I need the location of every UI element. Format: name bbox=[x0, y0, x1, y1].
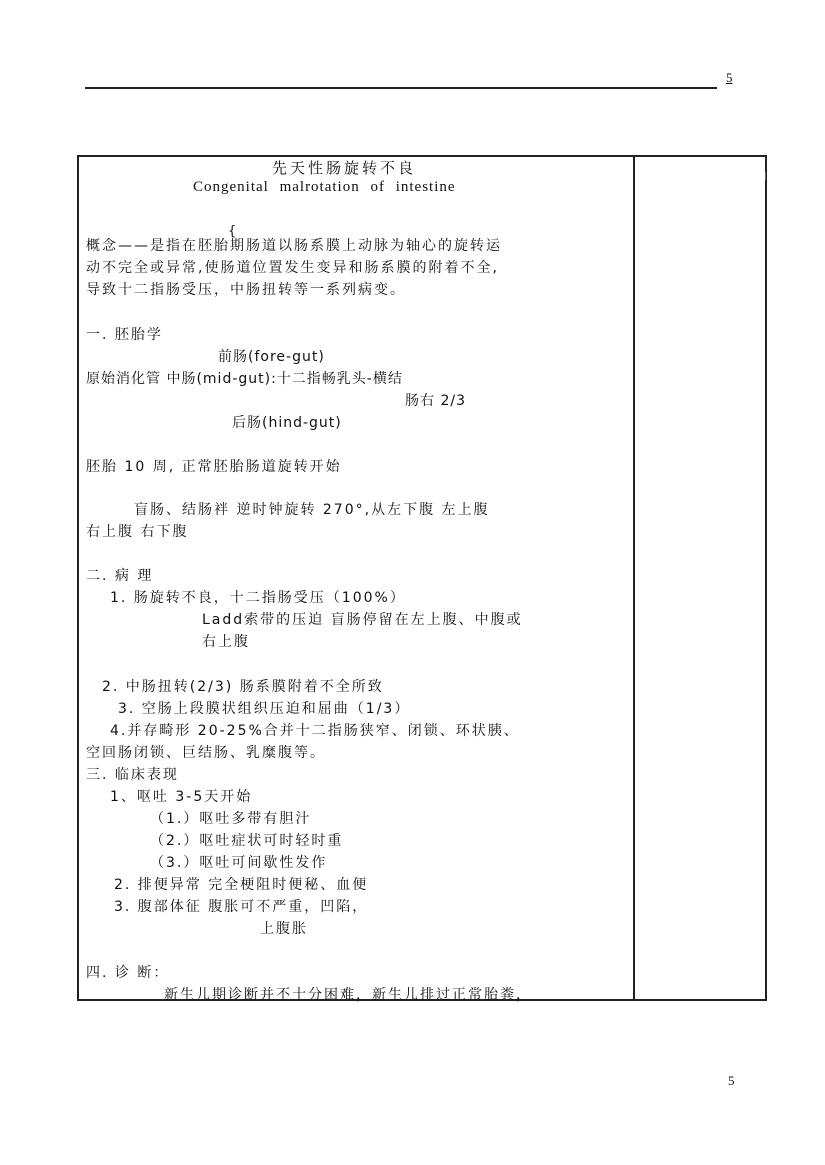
pathology-item-4: 4.并存畸形 20-25%合并十二指肠狭窄、闭锁、环状胰、 bbox=[110, 723, 520, 739]
midgut-line-cont: 肠右 2/3 bbox=[405, 393, 466, 409]
concept-line-3: 导致十二指肠受压，中肠扭转等一系列病变。 bbox=[86, 282, 406, 298]
brace-mark: { bbox=[228, 224, 239, 239]
footer-page-number: 5 bbox=[728, 1073, 735, 1088]
diagnosis-line-1: 新生儿期诊断并不十分困难，新生儿排过正常胎粪， bbox=[164, 987, 532, 1003]
pathology-item-1-detail-cont: 右上腹 bbox=[202, 634, 250, 650]
concept-line-2: 动不完全或异常,使肠道位置发生变异和肠系膜的附着不全, bbox=[86, 260, 499, 276]
header-page-number: 5 bbox=[726, 70, 733, 85]
clinical-item-3-cont: 上腹胀 bbox=[260, 921, 308, 937]
clinical-item-1-b: （2.）呕吐症状可时轻时重 bbox=[150, 833, 344, 849]
section-4-heading: 四. 诊 断： bbox=[86, 965, 170, 981]
section-2-heading: 二. 病 理 bbox=[86, 568, 154, 584]
pathology-item-2: 2. 中肠扭转(2/3) 肠系膜附着不全所致 bbox=[102, 679, 384, 695]
title-chinese: 先天性肠旋转不良 bbox=[272, 159, 417, 177]
clinical-item-1-a: （1.）呕吐多带有胆汁 bbox=[150, 811, 312, 827]
week10-line: 胚胎 10 周, 正常胚胎肠道旋转开始 bbox=[86, 459, 342, 475]
clinical-item-1: 1、呕吐 3-5天开始 bbox=[110, 789, 253, 805]
rotation-line-1: 盲肠、结肠袢 逆时钟旋转 270°,从左下腹 左上腹 bbox=[134, 502, 490, 518]
pathology-item-1-detail: Ladd索带的压迫 盲肠停留在左上腹、中腹或 bbox=[202, 612, 523, 628]
clinical-item-2: 2. 排便异常 完全梗阻时便秘、血便 bbox=[114, 877, 369, 893]
header-rule bbox=[85, 87, 717, 89]
hindgut-line: 后肠(hind-gut) bbox=[232, 415, 342, 431]
title-english: Congenital malrotation of intestine bbox=[193, 179, 456, 195]
midgut-line: 原始消化管 中肠(mid-gut):十二指畅乳头-横结 bbox=[86, 371, 403, 387]
margin-tick bbox=[765, 172, 766, 180]
table-column-divider bbox=[633, 155, 635, 1001]
pathology-item-1: 1. 肠旋转不良，十二指肠受压（100%） bbox=[110, 590, 406, 606]
pathology-item-3: 3. 空肠上段膜状组织压迫和屈曲（1/3） bbox=[118, 701, 411, 717]
pathology-item-4-cont: 空回肠闭锁、巨结肠、乳糜腹等。 bbox=[86, 745, 326, 761]
rotation-line-2: 右上腹 右下腹 bbox=[86, 524, 189, 540]
section-3-heading: 三. 临床表现 bbox=[86, 767, 179, 783]
foregut-line: 前肠(fore-gut) bbox=[218, 349, 325, 365]
section-1-heading: 一. 胚胎学 bbox=[86, 327, 163, 343]
clinical-item-3: 3. 腹部体征 腹胀可不严重，凹陷， bbox=[114, 899, 369, 915]
clinical-item-1-c: （3.）呕吐可间歇性发作 bbox=[150, 855, 328, 871]
concept-line-1: 概念——是指在胚胎期肠道以肠系膜上动脉为轴心的旋转运 bbox=[86, 238, 502, 254]
